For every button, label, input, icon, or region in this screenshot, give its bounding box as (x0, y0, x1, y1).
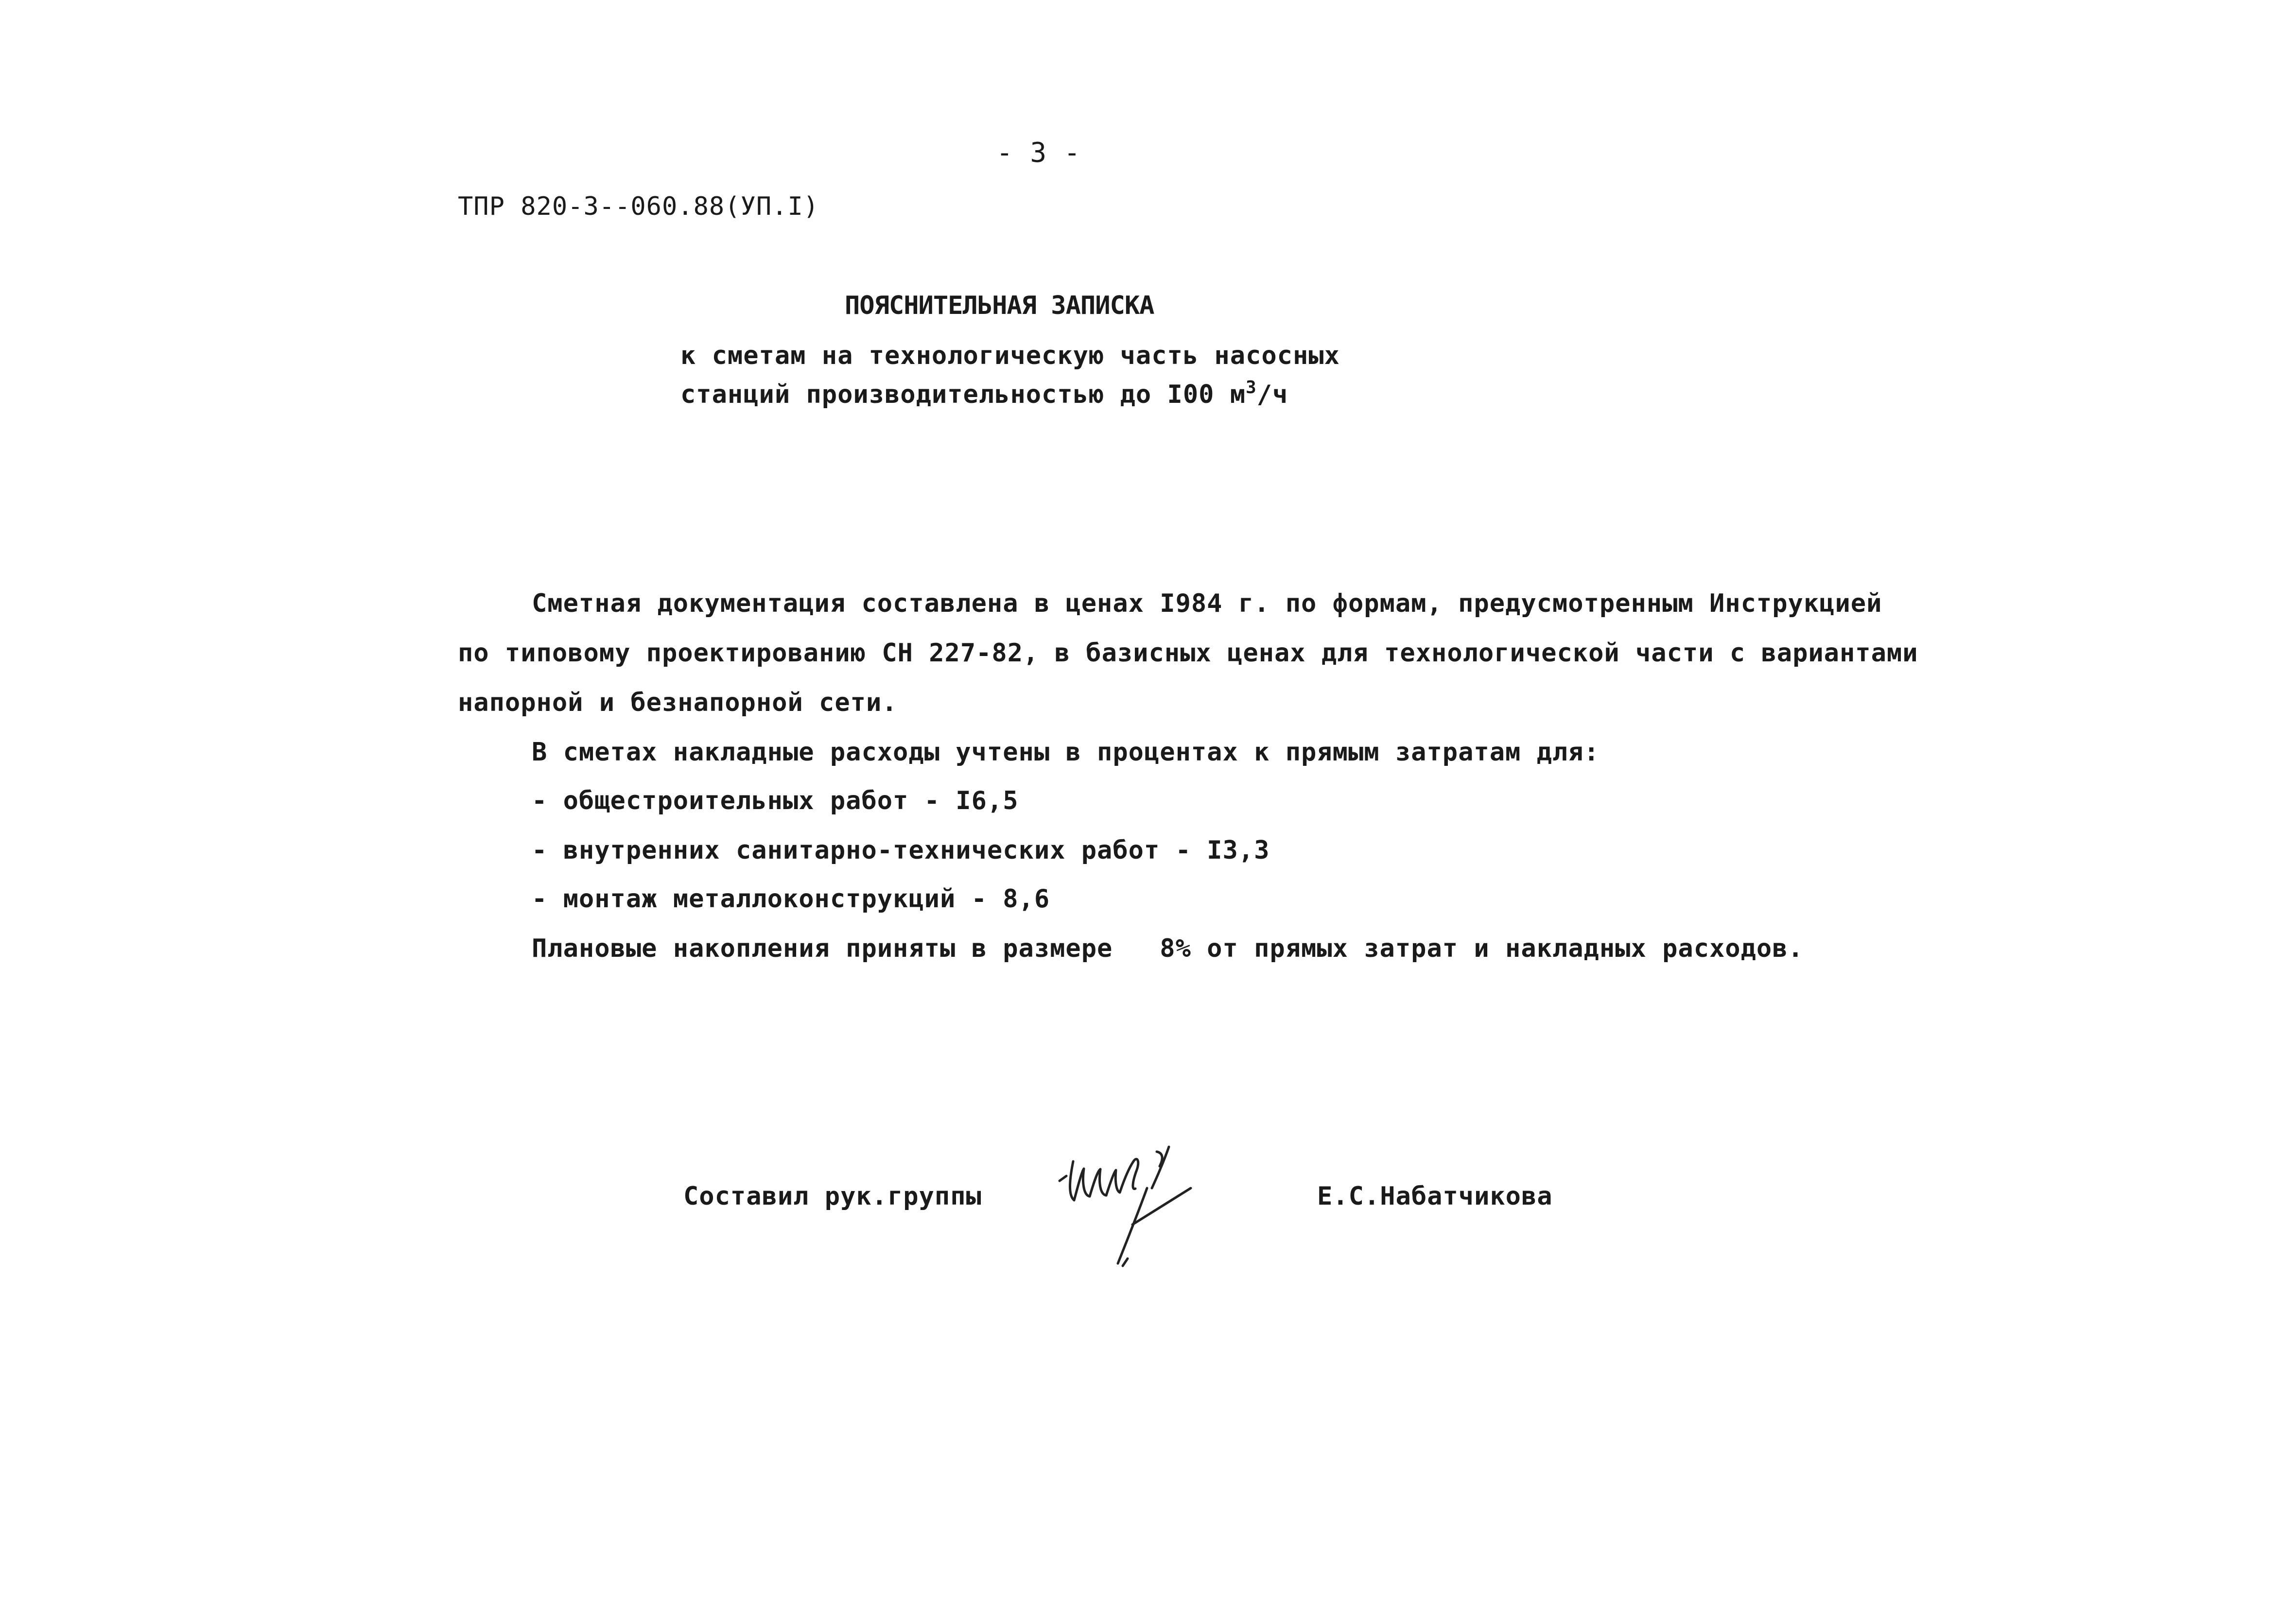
body-paragraph-line-1: Сметная документация составлена в ценах I984 г. по формам, предусмотренным Инструкцией (532, 589, 1882, 618)
list-item: - внутренних санитарно-технических работ - I3,3 (532, 836, 1270, 865)
subtitle-line-2-tail: /ч (1256, 380, 1288, 409)
note-subtitle-line-1: к сметам на технологическую часть насосных (680, 341, 1340, 370)
subtitle-line-2-main: станций производительностью до I00 м (680, 380, 1246, 409)
subtitle-superscript: 3 (1246, 378, 1257, 397)
document-code: ТПР 820-3--060.88(УП.I) (458, 192, 819, 221)
body-paragraph-line-2: по типовому проектированию СН 227-82, в базисных ценах для технологической части с вариантами (458, 639, 1918, 668)
body-paragraph-line-3: напорной и безнапорной сети. (458, 688, 898, 717)
body-paragraph-line-4: В сметах накладные расходы учтены в процентах к прямым затратам для: (532, 738, 1600, 767)
note-title: ПОЯСНИТЕЛЬНАЯ ЗАПИСКА (845, 291, 1154, 320)
page-number: - 3 - (996, 137, 1081, 169)
list-item: - общестроительных работ - I6,5 (532, 786, 1019, 815)
list-item: - монтаж металлоконструкций - 8,6 (532, 884, 1050, 914)
note-subtitle-line-2 (680, 379, 1288, 410)
signature-role: Составил рук.группы (683, 1182, 982, 1211)
handwritten-signature (1050, 1142, 1254, 1278)
body-paragraph-line-5: Плановые накопления приняты в размере 8% от прямых затрат и накладных расходов. (532, 934, 1804, 963)
signatory-name: Е.С.Набатчикова (1317, 1182, 1553, 1211)
